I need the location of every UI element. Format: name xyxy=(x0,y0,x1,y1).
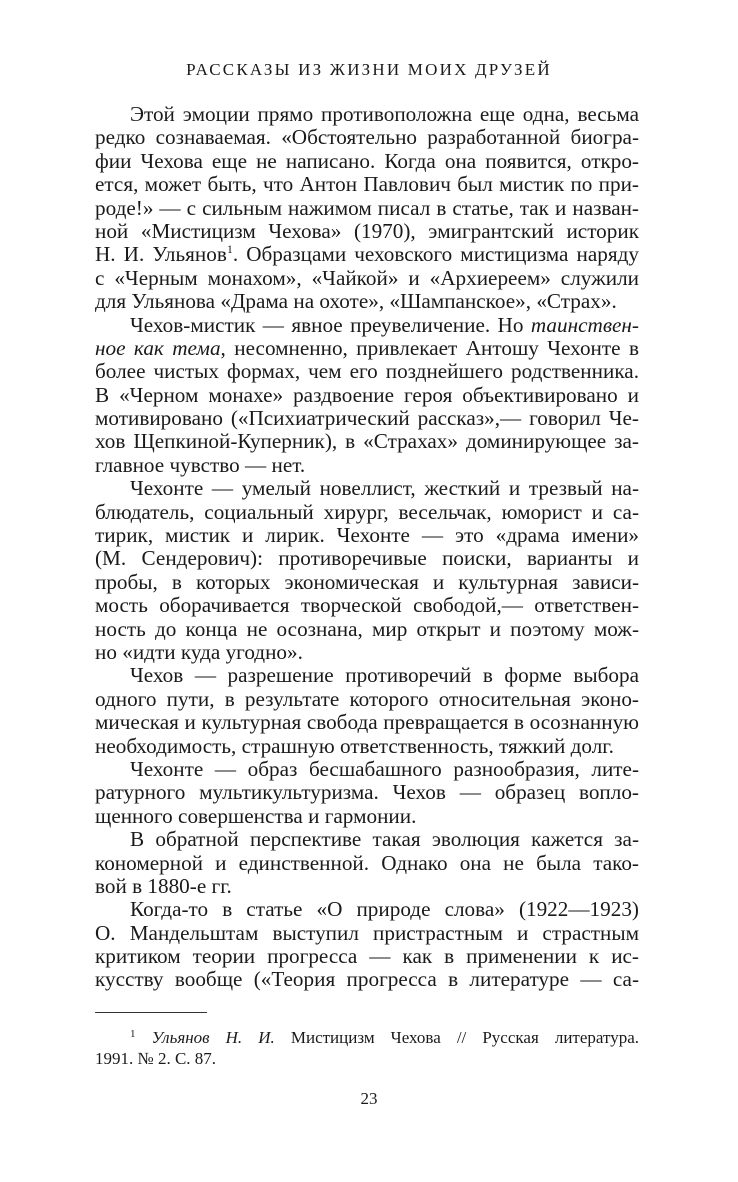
line-start: Чехов-мистик — явное преувеличение. Но xyxy=(130,312,531,337)
author-name: Н. И. Ульянов xyxy=(95,242,227,267)
text-line: кусству вообще («Теория прогресса в литературе — са- xyxy=(95,967,639,992)
text-line: Этой эмоции прямо противоположна еще одна, весьма xyxy=(130,102,639,126)
running-header: РАССКАЗЫ ИЗ ЖИЗНИ МОИХ ДРУЗЕЙ xyxy=(186,60,552,79)
italic-phrase: таинствен- xyxy=(530,312,639,337)
line-rest: . Образцами чеховского мистицизма наряду xyxy=(232,242,639,267)
text-line: фии Чехова еще не написано. Когда она появится, откро- xyxy=(95,148,639,173)
text-line: ной «Мистицизм Чехова» (1970), эмигрантский историк xyxy=(95,218,639,243)
text-line: главное чувство — нет. xyxy=(95,452,306,477)
text-line: пробы, в которых экономическая и культурная зависи- xyxy=(95,569,639,594)
text-line: Чехонте — образ бесшабашного разнообразия, лите- xyxy=(130,756,639,781)
text-line: для Ульянова «Драма на охоте», «Шампанское», «Страх». xyxy=(95,289,617,314)
text-line: с «Черным монахом», «Чайкой» и «Архиереем» служили xyxy=(95,265,639,290)
text-line: О. Мандельштам выступил пристрастным и страстным xyxy=(95,920,639,945)
body-text xyxy=(95,103,639,992)
text-line: Когда-то в статье «О природе слова» (1922—1923) xyxy=(130,897,639,922)
text-line: мотивировано («Психиатрический рассказ»,— говорил Че- xyxy=(95,406,639,431)
text-line: ратурного мультикультуризма. Чехов — образец вопло- xyxy=(95,780,639,805)
footnote-author: Ульянов Н. И. xyxy=(151,1028,275,1047)
text-line: (М. Сендерович): противоречивые поиски, варианты и xyxy=(95,546,639,571)
text-line: Чехов — разрешение противоречий в форме выбора xyxy=(130,663,639,688)
text-line: одного пути, в результате которого относительная эконо- xyxy=(95,686,639,711)
footnote-line xyxy=(95,1027,639,1048)
text-line: кономерной и единственной. Однако она не была тако- xyxy=(95,850,639,875)
text-line: роде!» — с сильным нажимом писал в статье, так и назван- xyxy=(95,195,639,220)
text-line: более чистых формах, чем его позднейшего родственника. xyxy=(95,359,639,384)
text-line: мость оборачивается творческой свободой,— ответствен- xyxy=(95,593,639,618)
text-line: ется, может быть, что Антон Павлович был мистик по при- xyxy=(95,172,639,197)
text-line xyxy=(95,337,639,360)
text-line: блюдатель, социальный хирург, весельчак, юморист и са- xyxy=(95,499,639,524)
text-line xyxy=(95,314,639,337)
italic-phrase: ное как тема xyxy=(95,335,221,360)
text-line: щенного совершенства и гармонии. xyxy=(95,803,417,828)
footnote-mark: 1 xyxy=(130,1028,136,1040)
footnote xyxy=(95,1027,639,1069)
text-line: тирик, мистик и лирик. Чехонте — это «драма имени» xyxy=(95,523,639,548)
text-line: ность до конца не осознана, мир открыт и поэтому мож- xyxy=(95,616,639,641)
text-line: В обратной перспективе такая эволюция кажется за- xyxy=(130,827,639,852)
footnote-ref[interactable]: 1 xyxy=(226,242,233,257)
footnote-divider xyxy=(95,1012,207,1013)
text-line: необходимость, страшную ответственность, тяжкий долг. xyxy=(95,733,614,758)
footnote-title: Мистицизм Чехова // Русская литература. xyxy=(274,1028,640,1047)
text-line: Чехонте — умелый новеллист, жесткий и трезвый на- xyxy=(130,476,639,501)
text-line: редко сознаваемая. «Обстоятельно разработанной биогра- xyxy=(95,125,639,150)
text-line: хов Щепкиной-Куперник), в «Страхах» доминирующее за- xyxy=(95,429,639,454)
text-line: мическая и культурная свобода превращается в осознанную xyxy=(95,710,639,735)
text-line: но «идти куда угодно». xyxy=(95,639,303,664)
text-line: вой в 1880-е гг. xyxy=(95,873,232,898)
line-rest: , несомненно, привлекает Антошу Чехонте в xyxy=(220,335,639,360)
text-line: В «Черном монахе» раздвоение героя объективировано и xyxy=(95,382,639,407)
text-line: критиком теории прогресса — как в применении к ис- xyxy=(95,944,639,969)
footnote-line: 1991. № 2. С. 87. xyxy=(95,1049,217,1068)
page-number: 23 xyxy=(360,1089,378,1108)
text-line xyxy=(95,243,639,266)
